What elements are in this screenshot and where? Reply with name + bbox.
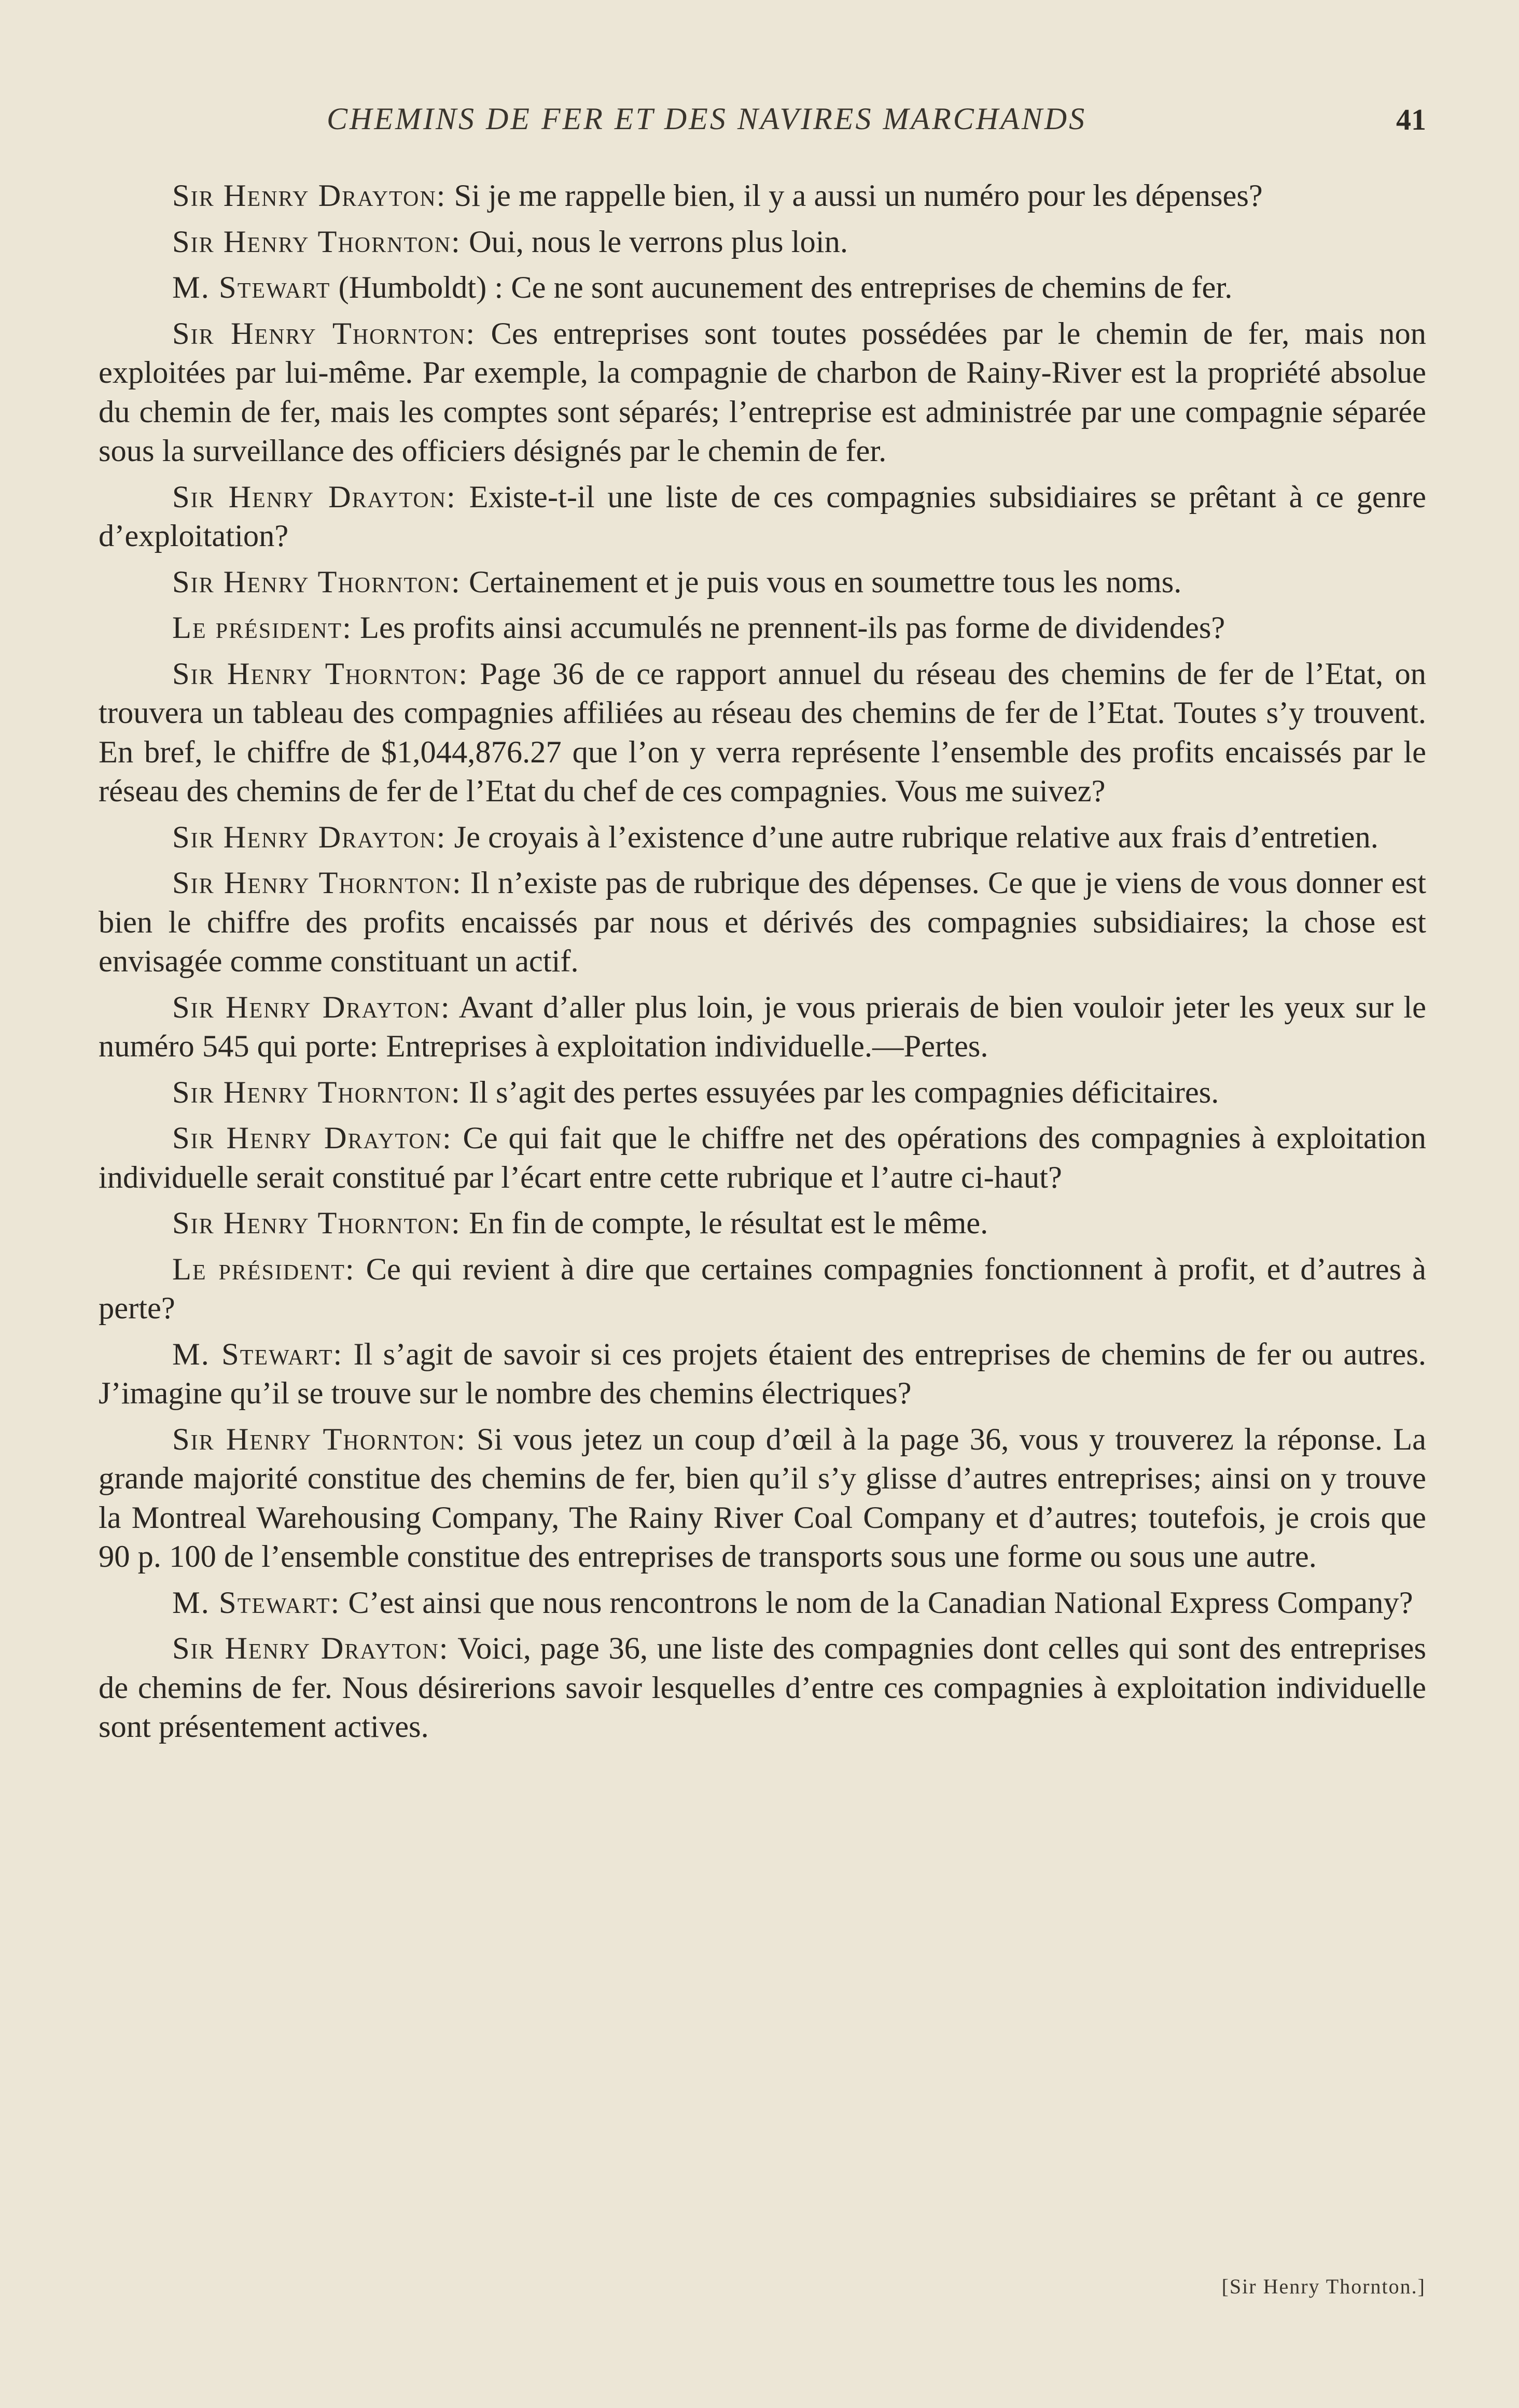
speech-text: Je croyais à l’existence d’une autre rubrique relative aux frais d’entretien.	[446, 819, 1378, 855]
speech-text: C’est ainsi que nous rencontrons le nom de la Canadian National Express Company?	[340, 1585, 1413, 1620]
speaker-name: M. Stewart:	[172, 1337, 343, 1372]
speech-text: Il s’agit des pertes essuyées par les compagnies déficitaires.	[461, 1075, 1219, 1110]
paragraph	[99, 176, 1426, 216]
speech-text: Si je me rappelle bien, il y a aussi un numéro pour les dépenses?	[446, 178, 1263, 213]
paragraph	[99, 1204, 1426, 1243]
speaker-name: Sir Henry Thornton:	[172, 224, 461, 259]
paragraph	[99, 988, 1426, 1066]
speech-text: Si vous jetez un coup d’œil à la page 36, vous y trouverez la réponse. La grande majorité constitue des chemins de fer, bien qu’il s’y glisse d’autres entreprises; ainsi on y trouve la Montreal Warehousing Company, The Rainy River Coal Company et d’autres; toutefois, je crois que 90 p. 100 de l’ensemble constitue des entreprises de transports sous une forme ou sous une autre.	[99, 1422, 1427, 1574]
running-head	[99, 101, 1426, 143]
paragraph	[99, 1250, 1426, 1328]
paragraph	[99, 563, 1426, 602]
catchword: [Sir Henry Thornton.]	[1221, 2275, 1426, 2298]
speaker-name: Sir Henry Thornton:	[172, 656, 469, 691]
speaker-name: Sir Henry Drayton:	[172, 819, 447, 855]
speaker-name: Sir Henry Thornton:	[172, 1075, 461, 1110]
paragraph	[99, 1583, 1426, 1623]
paragraph	[99, 268, 1426, 308]
paragraph	[99, 864, 1426, 981]
speech-text: Certainement et je puis vous en soumettre tous les noms.	[461, 564, 1182, 600]
paragraph	[99, 1073, 1426, 1112]
speaker-name: Sir Henry Thornton:	[172, 564, 461, 600]
paragraph	[99, 1335, 1426, 1413]
speech-text: Il n’existe pas de rubrique des dépenses. Ce que je viens de vous donner est bien le chiffre des profits encaissés par nous et dérivés des compagnies subsidiaires; la chose est envisagée comme constituant un actif.	[99, 866, 1427, 979]
speaker-name: M. Stewart:	[172, 1585, 341, 1620]
speaker-name: Le président:	[172, 1251, 355, 1287]
speech-text: En fin de compte, le résultat est le même.	[461, 1206, 988, 1241]
speech-text: Oui, nous le verrons plus loin.	[461, 224, 848, 259]
speaker-name: Le président:	[172, 610, 352, 645]
speaker-name: M. Stewart	[172, 270, 331, 305]
speech-text: Ce qui fait que le chiffre net des opérations des compagnies à exploitation individuelle serait constitué par l’écart entre cette rubrique et l’autre ci-haut?	[99, 1121, 1426, 1195]
speech-text: Il s’agit de savoir si ces projets étaient des entreprises de chemins de fer ou autres. J’imagine qu’il se trouve sur le nombre des chemins électriques?	[99, 1337, 1426, 1411]
paragraph	[99, 1629, 1426, 1747]
speaker-name: Sir Henry Drayton:	[172, 990, 451, 1025]
paragraph	[99, 314, 1426, 471]
paragraph	[99, 655, 1426, 811]
speaker-name: Sir Henry Drayton:	[172, 178, 447, 213]
speech-text: (Humboldt) : Ce ne sont aucunement des entreprises de chemins de fer.	[330, 270, 1233, 305]
transcript-body	[99, 176, 1426, 1753]
paragraph	[99, 608, 1426, 648]
speech-text: Avant d’aller plus loin, je vous prierais de bien vouloir jeter les yeux sur le numéro 545 qui porte: Entreprises à exploitation individuelle.—Pertes.	[99, 990, 1427, 1064]
running-title: CHEMINS DE FER ET DES NAVIRES MARCHANDS	[327, 102, 1087, 136]
speaker-name: Sir Henry Thornton:	[172, 866, 462, 900]
paragraph	[99, 818, 1426, 857]
page-number: 41	[1396, 103, 1426, 136]
speaker-name: Sir Henry Thornton:	[172, 316, 476, 351]
speaker-name: Sir Henry Thornton:	[172, 1206, 461, 1241]
paragraph	[99, 1119, 1426, 1197]
speech-text: Les profits ainsi accumulés ne prennent-ils pas forme de dividendes?	[352, 610, 1225, 645]
speech-text: Ce qui revient à dire que certaines compagnies fonctionnent à profit, et d’autres à perte?	[99, 1251, 1426, 1326]
paragraph	[99, 1420, 1426, 1577]
speaker-name: Sir Henry Drayton:	[172, 1121, 452, 1156]
speaker-name: Sir Henry Drayton:	[172, 1631, 449, 1666]
paragraph	[99, 222, 1426, 262]
speaker-name: Sir Henry Thornton:	[172, 1422, 466, 1457]
speech-text: Existe-t-il une liste de ces compagnies subsidiaires se prêtant à ce genre d’exploitation?	[99, 479, 1426, 553]
speech-text: Page 36 de ce rapport annuel du réseau des chemins de fer de l’Etat, on trouvera un tableau des compagnies affiliées au réseau des chemins de fer de l’Etat. Toutes s’y trouvent. En bref, le chiffre de $1,044,876.27 que l’on y verra représente l’ensemble des profits encaissés par le réseau des chemins de fer de l’Etat du chef de ces compagnies. Vous me suivez?	[99, 656, 1426, 809]
speech-text: Voici, page 36, une liste des compagnies dont celles qui sont des entreprises de chemins de fer. Nous désirerions savoir lesquelles d’entre ces compagnies à exploitation individuelle sont présentement actives.	[99, 1631, 1427, 1744]
speech-text: Ces entreprises sont toutes possédées par le chemin de fer, mais non exploitées par lui-même. Par exemple, la compagnie de charbon de Rainy-River est la propriété absolue du chemin de fer, mais les comptes sont séparés; l’entreprise est administrée par une compagnie séparée sous la surveillance des officiers désignés par le chemin de fer.	[99, 316, 1426, 468]
paragraph	[99, 478, 1426, 556]
speaker-name: Sir Henry Drayton:	[172, 479, 456, 514]
